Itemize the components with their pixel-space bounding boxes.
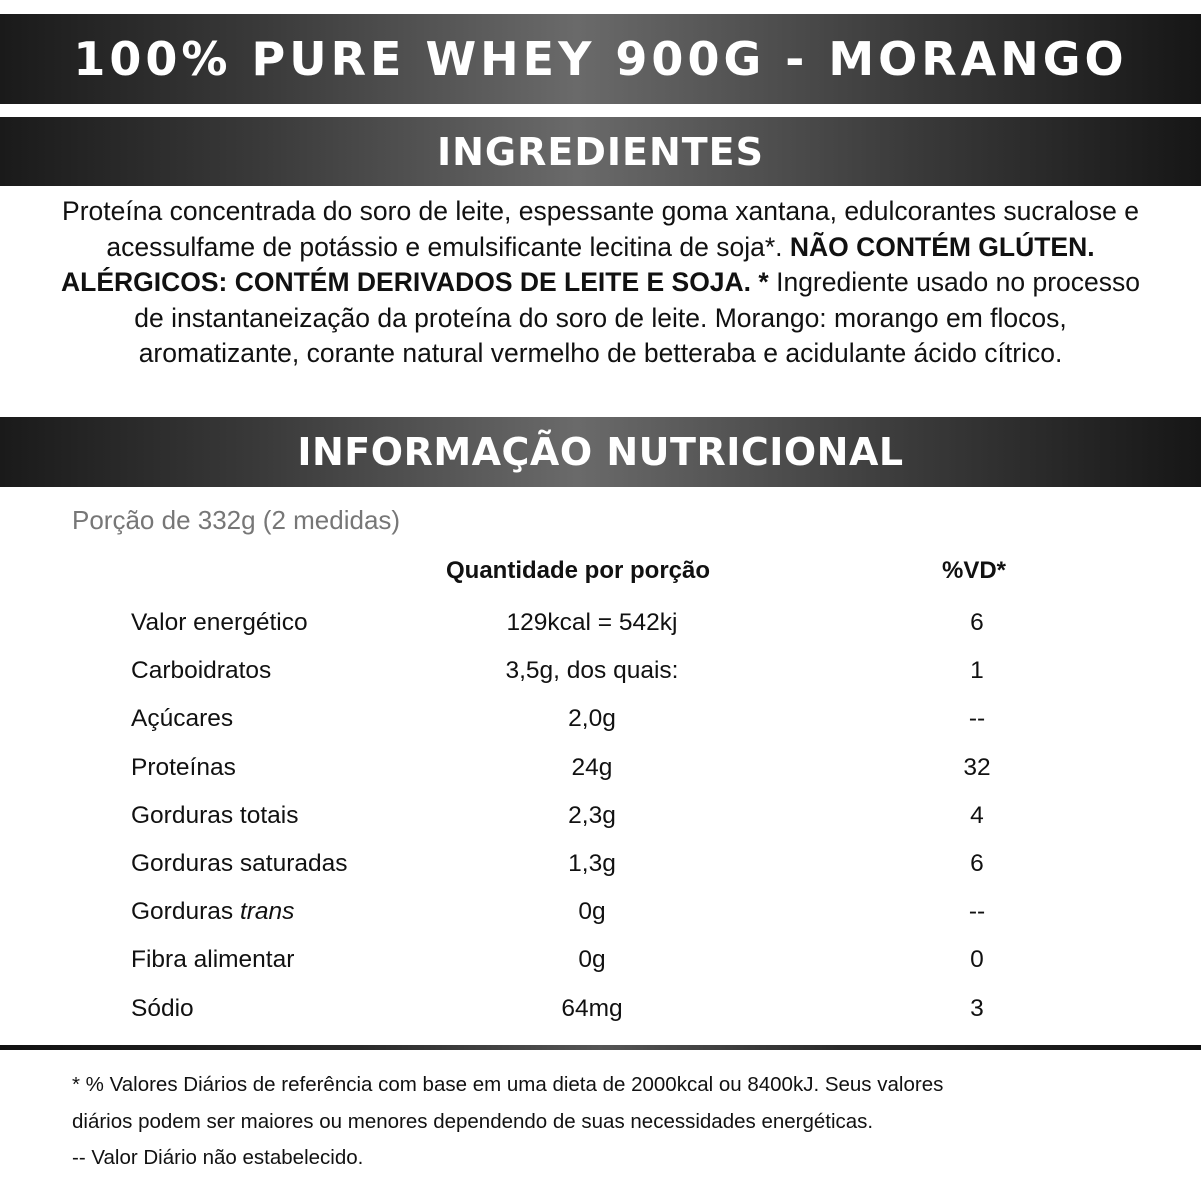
table-row bbox=[0, 987, 1201, 1035]
nutrient-quantity: 0g bbox=[578, 946, 606, 974]
nutrient-quantity: 2,3g bbox=[568, 801, 616, 829]
ingredients-allergen-warning: NÃO CONTÉM GLÚTEN. ALÉRGICOS: CONTÉM DERIVADOS DE LEITE E SOJA. * bbox=[61, 231, 1095, 298]
nutrient-name: Gorduras totais bbox=[131, 801, 299, 829]
nutrient-name: Carboidratos bbox=[131, 657, 272, 685]
column-header-quantity: Quantidade por porção bbox=[446, 557, 711, 584]
nutrient-quantity: 1,3g bbox=[568, 849, 616, 877]
nutrient-name: Açúcares bbox=[131, 705, 234, 733]
nutrient-name: Fibra alimentar bbox=[131, 946, 295, 974]
nutrition-heading: INFORMAÇÃO NUTRICIONAL bbox=[297, 430, 904, 474]
footnote bbox=[72, 1067, 1152, 1177]
nutrition-heading-banner bbox=[0, 417, 1201, 487]
nutrient-name-prefix: Gorduras bbox=[131, 898, 240, 926]
table-row bbox=[0, 601, 1201, 649]
table-row bbox=[0, 746, 1201, 794]
table-row bbox=[0, 890, 1201, 938]
nutrient-quantity: 3,5g, dos quais: bbox=[505, 657, 679, 685]
ingredients-heading-banner bbox=[0, 117, 1201, 186]
nutrient-vd: 1 bbox=[970, 657, 984, 685]
nutrient-vd: 6 bbox=[970, 609, 984, 636]
serving-size: Porção de 332g (2 medidas) bbox=[72, 505, 401, 535]
nutrient-vd: 6 bbox=[970, 849, 984, 877]
ingredients-text-part1: Proteína concentrada do soro de leite, espessante goma xantana, edulcorantes sucralose e acessulfame de potássio e emulsificante lecitina de soja*. bbox=[62, 196, 1139, 262]
nutrient-quantity: 129kcal = 542kj bbox=[506, 609, 678, 636]
footnote-line: -- Valor Diário não estabelecido. bbox=[72, 1146, 364, 1169]
footnote-line: diários podem ser maiores ou menores dependendo de suas necessidades energéticas. bbox=[72, 1109, 874, 1133]
nutrient-name: Gorduras saturadas bbox=[131, 849, 348, 877]
nutrient-name-italic: trans bbox=[239, 898, 295, 926]
product-title-banner bbox=[0, 14, 1201, 104]
nutrient-vd: 0 bbox=[970, 946, 984, 974]
nutrition-table bbox=[0, 601, 1201, 1035]
nutrient-vd: 4 bbox=[970, 801, 984, 829]
table-row bbox=[0, 697, 1201, 745]
column-header-vd: %VD* bbox=[942, 557, 1007, 584]
nutrient-quantity: 0g bbox=[578, 898, 606, 926]
nutrient-vd: 3 bbox=[970, 994, 984, 1022]
nutrient-quantity: 24g bbox=[571, 753, 613, 781]
table-row bbox=[0, 794, 1201, 842]
nutrient-name: Proteínas bbox=[131, 753, 236, 781]
nutrient-vd: -- bbox=[968, 898, 986, 926]
nutrient-vd: -- bbox=[968, 705, 986, 733]
divider bbox=[0, 1045, 1201, 1050]
nutrient-name: Valor energético bbox=[131, 609, 308, 636]
ingredients-heading: INGREDIENTES bbox=[436, 129, 765, 174]
nutrient-name bbox=[131, 898, 294, 926]
table-row bbox=[0, 649, 1201, 697]
nutrient-vd: 32 bbox=[963, 753, 991, 781]
table-row bbox=[0, 938, 1201, 986]
nutrient-quantity: 64mg bbox=[561, 994, 623, 1022]
nutrient-quantity: 2,0g bbox=[568, 705, 616, 733]
ingredients-text bbox=[60, 194, 1141, 372]
table-row bbox=[0, 842, 1201, 890]
footnote-line: * % Valores Diários de referência com base em uma dieta de 2000kcal ou 8400kJ. Seus valores bbox=[72, 1073, 944, 1096]
ingredients-text-part2: Ingrediente usado no processo de instantaneização da proteína do soro de leite. Morango: morango em flocos, aromatizante, corante natural vermelho de betteraba e acidulante ácido cítrico. bbox=[134, 267, 1140, 369]
nutrient-name: Sódio bbox=[131, 994, 194, 1022]
product-title: 100% PURE WHEY 900G - MORANGO bbox=[73, 32, 1128, 86]
